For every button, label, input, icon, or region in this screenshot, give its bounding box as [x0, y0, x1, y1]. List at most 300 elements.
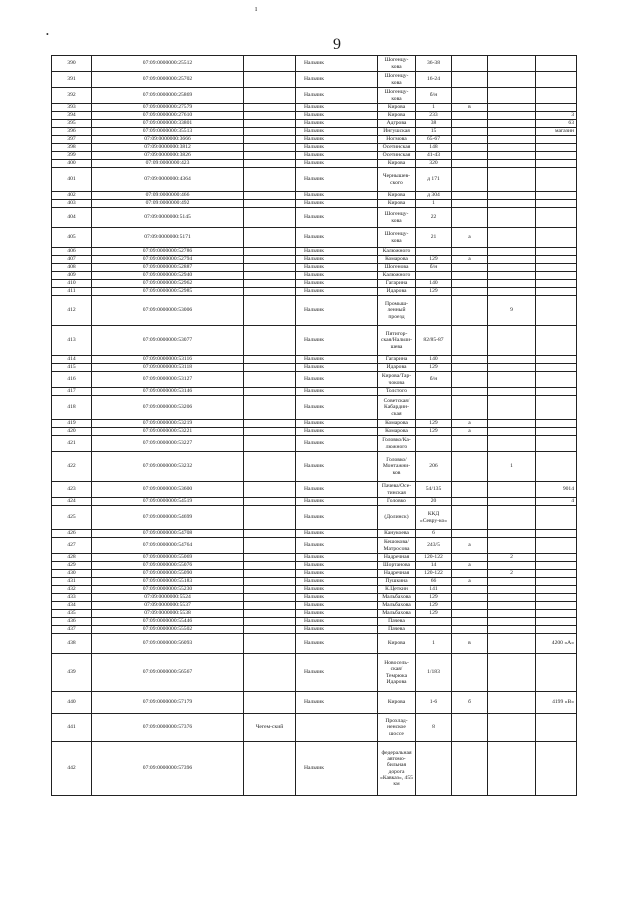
- note-cell: [536, 228, 577, 248]
- row-number: 416: [52, 372, 92, 388]
- note-cell: 4: [536, 498, 577, 506]
- letter-cell: [452, 192, 488, 200]
- street-cell: федеральная автомо-бильная дорога «Кавказ», 455 км: [378, 742, 416, 796]
- row-number: 393: [52, 104, 92, 112]
- extra-cell: [488, 586, 536, 594]
- street-cell: К.Цеткин: [378, 586, 416, 594]
- district-cell: [244, 200, 296, 208]
- city-cell: Нальчик: [296, 562, 378, 570]
- table-row: [52, 554, 577, 562]
- row-number: 436: [52, 618, 92, 626]
- table-row: [52, 388, 577, 396]
- city-cell: Нальчик: [296, 570, 378, 578]
- table-row: [52, 396, 577, 420]
- letter-cell: [452, 654, 488, 692]
- extra-cell: [488, 248, 536, 256]
- note-cell: [536, 288, 577, 296]
- extra-cell: [488, 396, 536, 420]
- table-row: [52, 578, 577, 586]
- table-row: [52, 452, 577, 482]
- letter-cell: [452, 88, 488, 104]
- cadastral-number: 07:09:0000000:52794: [92, 256, 244, 264]
- house-cell: 129: [416, 428, 452, 436]
- page-number: 9: [333, 36, 341, 53]
- street-cell: Осетинская: [378, 152, 416, 160]
- table-row: [52, 120, 577, 128]
- cadastral-number: 07:09:0000000:53219: [92, 420, 244, 428]
- street-cell: Мальбахова: [378, 594, 416, 602]
- house-cell: 65-67: [416, 136, 452, 144]
- city-cell: Нальчик: [296, 634, 378, 654]
- street-cell: Пятигор-ская/Нальчи-шева: [378, 326, 416, 356]
- table-row: [52, 72, 577, 88]
- house-cell: [416, 272, 452, 280]
- house-cell: д 304: [416, 192, 452, 200]
- letter-cell: [452, 436, 488, 452]
- house-cell: 6: [416, 530, 452, 538]
- letter-cell: [452, 506, 488, 530]
- note-cell: [536, 88, 577, 104]
- district-cell: [244, 112, 296, 120]
- row-number: 397: [52, 136, 92, 144]
- cadastral-number: 07:09:0000000:57376: [92, 714, 244, 742]
- note-cell: [536, 160, 577, 168]
- district-cell: [244, 594, 296, 602]
- district-cell: [244, 120, 296, 128]
- cadastral-number: 07:09:0000000:53600: [92, 482, 244, 498]
- extra-cell: [488, 578, 536, 586]
- house-cell: 129: [416, 602, 452, 610]
- table-row: [52, 742, 577, 796]
- table-row: [52, 562, 577, 570]
- district-cell: [244, 388, 296, 396]
- city-cell: Нальчик: [296, 326, 378, 356]
- district-cell: [244, 482, 296, 498]
- street-cell: Шортанова: [378, 562, 416, 570]
- cadastral-number: 07:09:0000000:35513: [92, 128, 244, 136]
- note-cell: [536, 56, 577, 72]
- street-cell: Ногмова: [378, 136, 416, 144]
- street-cell: Гагарина: [378, 280, 416, 288]
- street-cell: Шогенцу-кова: [378, 208, 416, 228]
- house-cell: 129: [416, 364, 452, 372]
- cadastral-number: 07:09:0000000:53118: [92, 364, 244, 372]
- city-cell: Нальчик: [296, 428, 378, 436]
- cadastral-number: 07:09:0000000:27579: [92, 104, 244, 112]
- street-cell: Мальбахова: [378, 610, 416, 618]
- city-cell: Нальчик: [296, 618, 378, 626]
- district-cell: [244, 428, 296, 436]
- letter-cell: [452, 168, 488, 192]
- street-cell: Гагарина: [378, 356, 416, 364]
- cadastral-number: 07:09:0000000:4364: [92, 168, 244, 192]
- street-cell: Мальбахова: [378, 602, 416, 610]
- row-number: 403: [52, 200, 92, 208]
- note-cell: 4199 «В»: [536, 692, 577, 714]
- city-cell: Нальчик: [296, 128, 378, 136]
- letter-cell: [452, 618, 488, 626]
- extra-cell: [488, 152, 536, 160]
- extra-cell: [488, 364, 536, 372]
- city-cell: Нальчик: [296, 372, 378, 388]
- note-cell: [536, 208, 577, 228]
- city-cell: Нальчик: [296, 692, 378, 714]
- district-cell: [244, 396, 296, 420]
- table-row: [52, 248, 577, 256]
- row-number: 429: [52, 562, 92, 570]
- note-cell: [536, 428, 577, 436]
- city-cell: Нальчик: [296, 264, 378, 272]
- row-number: 439: [52, 654, 92, 692]
- city-cell: Нальчик: [296, 356, 378, 364]
- street-cell: Пачева/Осе-тинская: [378, 482, 416, 498]
- extra-cell: [488, 128, 536, 136]
- city-cell: Нальчик: [296, 578, 378, 586]
- city-cell: Нальчик: [296, 482, 378, 498]
- table-row: [52, 128, 577, 136]
- table-row: [52, 192, 577, 200]
- table-row: [52, 88, 577, 104]
- house-cell: 243/5: [416, 538, 452, 554]
- city-cell: Нальчик: [296, 654, 378, 692]
- district-cell: [244, 72, 296, 88]
- extra-cell: [488, 280, 536, 288]
- table-row: [52, 436, 577, 452]
- extra-cell: [488, 562, 536, 570]
- city-cell: Нальчик: [296, 586, 378, 594]
- letter-cell: [452, 72, 488, 88]
- note-cell: [536, 372, 577, 388]
- table-row: [52, 482, 577, 498]
- district-cell: [244, 356, 296, 364]
- note-cell: [536, 554, 577, 562]
- house-cell: 22: [416, 208, 452, 228]
- extra-cell: [488, 602, 536, 610]
- row-number: 404: [52, 208, 92, 228]
- cadastral-number: 07:09:0000000:423: [92, 160, 244, 168]
- row-number: 411: [52, 288, 92, 296]
- extra-cell: [488, 144, 536, 152]
- row-number: 418: [52, 396, 92, 420]
- note-cell: 3: [536, 112, 577, 120]
- city-cell: Нальчик: [296, 296, 378, 326]
- row-number: 419: [52, 420, 92, 428]
- note-cell: [536, 396, 577, 420]
- extra-cell: [488, 356, 536, 364]
- extra-cell: [488, 530, 536, 538]
- district-cell: [244, 136, 296, 144]
- district-cell: [244, 192, 296, 200]
- street-cell: Новосель-ская/Темрюка Идарова: [378, 654, 416, 692]
- note-cell: [536, 200, 577, 208]
- house-cell: 129: [416, 288, 452, 296]
- table-row: [52, 364, 577, 372]
- row-number: 413: [52, 326, 92, 356]
- house-cell: 129: [416, 610, 452, 618]
- city-cell: Нальчик: [296, 420, 378, 428]
- extra-cell: [488, 692, 536, 714]
- house-cell: 41-43: [416, 152, 452, 160]
- table-row: [52, 714, 577, 742]
- extra-cell: [488, 208, 536, 228]
- note-cell: [536, 436, 577, 452]
- extra-cell: [488, 192, 536, 200]
- note-cell: [536, 264, 577, 272]
- note-cell: [536, 714, 577, 742]
- house-cell: 15: [416, 128, 452, 136]
- cadastral-number: 07:09:0000000:55183: [92, 578, 244, 586]
- house-cell: 140: [416, 280, 452, 288]
- letter-cell: [452, 742, 488, 796]
- letter-cell: [452, 248, 488, 256]
- district-cell: [244, 272, 296, 280]
- district-cell: [244, 128, 296, 136]
- row-number: 437: [52, 626, 92, 634]
- letter-cell: [452, 112, 488, 120]
- table-row: [52, 104, 577, 112]
- letter-cell: [452, 356, 488, 364]
- city-cell: Нальчик: [296, 144, 378, 152]
- table-row: [52, 208, 577, 228]
- cadastral-number: 07:09:0000000:57179: [92, 692, 244, 714]
- cadastral-number: 07:09:0000000:55446: [92, 618, 244, 626]
- city-cell: Нальчик: [296, 200, 378, 208]
- table-row: [52, 168, 577, 192]
- cadastral-number: 07:09:0000000:53232: [92, 452, 244, 482]
- note-cell: [536, 144, 577, 152]
- cadastral-number: 07:09:0000000:5145: [92, 208, 244, 228]
- row-number: 441: [52, 714, 92, 742]
- street-cell: Пачева: [378, 626, 416, 634]
- street-cell: Головко/Монтажни-ков: [378, 452, 416, 482]
- table-row: [52, 498, 577, 506]
- street-cell: Головко/Ка-люжного: [378, 436, 416, 452]
- cadastral-number: 07:09:0000000:25869: [92, 88, 244, 104]
- district-cell: [244, 618, 296, 626]
- letter-cell: [452, 136, 488, 144]
- extra-cell: [488, 482, 536, 498]
- letter-cell: [452, 128, 488, 136]
- table-row: [52, 538, 577, 554]
- city-cell: Нальчик: [296, 88, 378, 104]
- extra-cell: [488, 654, 536, 692]
- extra-cell: [488, 120, 536, 128]
- district-cell: [244, 634, 296, 654]
- house-cell: 1: [416, 634, 452, 654]
- house-cell: [416, 396, 452, 420]
- district-cell: [244, 554, 296, 562]
- street-cell: Калюжного: [378, 272, 416, 280]
- city-cell: Нальчик: [296, 228, 378, 248]
- district-cell: [244, 56, 296, 72]
- scan-mark: •: [46, 30, 49, 39]
- letter-cell: [452, 326, 488, 356]
- city-cell: Нальчик: [296, 192, 378, 200]
- district-cell: [244, 88, 296, 104]
- street-cell: Пачева: [378, 618, 416, 626]
- district-cell: [244, 506, 296, 530]
- note-cell: [536, 420, 577, 428]
- cadastral-number: 07:09:0000000:53221: [92, 428, 244, 436]
- extra-cell: [488, 428, 536, 436]
- district-cell: [244, 610, 296, 618]
- city-cell: Нальчик: [296, 136, 378, 144]
- note-cell: [536, 530, 577, 538]
- cadastral-number: 07:09:0000000:55090: [92, 570, 244, 578]
- district-cell: [244, 578, 296, 586]
- district-cell: [244, 602, 296, 610]
- cadastral-number: 07:09:0000000:56567: [92, 654, 244, 692]
- district-cell: [244, 228, 296, 248]
- extra-cell: [488, 498, 536, 506]
- row-number: 421: [52, 436, 92, 452]
- street-cell: Комарова: [378, 256, 416, 264]
- house-cell: 1/183: [416, 654, 452, 692]
- extra-cell: [488, 264, 536, 272]
- cadastral-number: 07:09:0000000:54764: [92, 538, 244, 554]
- note-cell: [536, 388, 577, 396]
- city-cell: Нальчик: [296, 160, 378, 168]
- letter-cell: [452, 144, 488, 152]
- district-cell: [244, 296, 296, 326]
- table-row: [52, 280, 577, 288]
- cadastral-number: 07:09:0000000:52940: [92, 272, 244, 280]
- note-cell: [536, 570, 577, 578]
- house-cell: 233: [416, 112, 452, 120]
- note-cell: [536, 586, 577, 594]
- table-row: [52, 506, 577, 530]
- row-number: 435: [52, 610, 92, 618]
- district-cell: [244, 654, 296, 692]
- house-cell: 38: [416, 120, 452, 128]
- house-cell: [416, 296, 452, 326]
- note-cell: [536, 654, 577, 692]
- city-cell: [296, 714, 378, 742]
- note-cell: [536, 192, 577, 200]
- row-number: 405: [52, 228, 92, 248]
- row-number: 400: [52, 160, 92, 168]
- cadastral-number: 07:09:0000000:53116: [92, 356, 244, 364]
- cadastral-number: 07:09:0000000:55076: [92, 562, 244, 570]
- row-number: 424: [52, 498, 92, 506]
- letter-cell: а: [452, 578, 488, 586]
- district-cell: [244, 288, 296, 296]
- row-number: 423: [52, 482, 92, 498]
- table-row: [52, 610, 577, 618]
- table-row: [52, 626, 577, 634]
- row-number: 407: [52, 256, 92, 264]
- row-number: 406: [52, 248, 92, 256]
- district-cell: [244, 160, 296, 168]
- table-row: [52, 326, 577, 356]
- row-number: 422: [52, 452, 92, 482]
- cadastral-number: 07:09:0000000:53006: [92, 296, 244, 326]
- street-cell: Адгрова: [378, 120, 416, 128]
- street-cell: Шогенцу-кова: [378, 88, 416, 104]
- note-cell: 9014: [536, 482, 577, 498]
- row-number: 425: [52, 506, 92, 530]
- street-cell: Комарова: [378, 420, 416, 428]
- district-cell: [244, 692, 296, 714]
- street-cell: Шогенцу-кова: [378, 56, 416, 72]
- letter-cell: [452, 364, 488, 372]
- table-row: [52, 112, 577, 120]
- extra-cell: [488, 136, 536, 144]
- note-cell: [536, 594, 577, 602]
- extra-cell: [488, 228, 536, 248]
- note-cell: [536, 104, 577, 112]
- row-number: 432: [52, 586, 92, 594]
- city-cell: Нальчик: [296, 554, 378, 562]
- letter-cell: [452, 626, 488, 634]
- city-cell: Нальчик: [296, 594, 378, 602]
- house-cell: 148: [416, 144, 452, 152]
- letter-cell: [452, 610, 488, 618]
- city-cell: Нальчик: [296, 112, 378, 120]
- row-number: 428: [52, 554, 92, 562]
- extra-cell: [488, 506, 536, 530]
- city-cell: Нальчик: [296, 120, 378, 128]
- street-cell: Комарова: [378, 428, 416, 436]
- cadastral-number: 07:09:0000000:54519: [92, 498, 244, 506]
- extra-cell: [488, 272, 536, 280]
- city-cell: Нальчик: [296, 272, 378, 280]
- city-cell: Нальчик: [296, 72, 378, 88]
- city-cell: Нальчик: [296, 288, 378, 296]
- house-cell: 1: [416, 200, 452, 208]
- house-cell: б/н: [416, 372, 452, 388]
- district-cell: [244, 256, 296, 264]
- letter-cell: [452, 152, 488, 160]
- city-cell: Нальчик: [296, 56, 378, 72]
- row-number: 394: [52, 112, 92, 120]
- row-number: 399: [52, 152, 92, 160]
- district-cell: [244, 436, 296, 452]
- note-cell: 4200 «А»: [536, 634, 577, 654]
- district-cell: [244, 742, 296, 796]
- table-row: [52, 264, 577, 272]
- cadastral-number: 07:09:0000000:52962: [92, 280, 244, 288]
- house-cell: [416, 618, 452, 626]
- table-row: [52, 256, 577, 264]
- letter-cell: [452, 554, 488, 562]
- row-number: 431: [52, 578, 92, 586]
- street-cell: Калюжного: [378, 248, 416, 256]
- house-cell: 129: [416, 256, 452, 264]
- letter-cell: [452, 264, 488, 272]
- district-cell: [244, 326, 296, 356]
- extra-cell: [488, 72, 536, 88]
- extra-cell: [488, 626, 536, 634]
- cadastral-number: 07:09:0000000:54708: [92, 530, 244, 538]
- letter-cell: в: [452, 104, 488, 112]
- cadastral-number: 07:09:0000000:53077: [92, 326, 244, 356]
- row-number: 414: [52, 356, 92, 364]
- extra-cell: [488, 168, 536, 192]
- extra-cell: [488, 388, 536, 396]
- note-cell: [536, 538, 577, 554]
- note-cell: [536, 742, 577, 796]
- district-cell: [244, 364, 296, 372]
- cadastral-number: 07:09:0000000:492: [92, 200, 244, 208]
- row-number: 395: [52, 120, 92, 128]
- letter-cell: [452, 296, 488, 326]
- note-cell: [536, 152, 577, 160]
- district-cell: [244, 570, 296, 578]
- cadastral-number: 07:09:0000000:5171: [92, 228, 244, 248]
- note-cell: [536, 610, 577, 618]
- cadastral-number: 07:09:0000000:25512: [92, 56, 244, 72]
